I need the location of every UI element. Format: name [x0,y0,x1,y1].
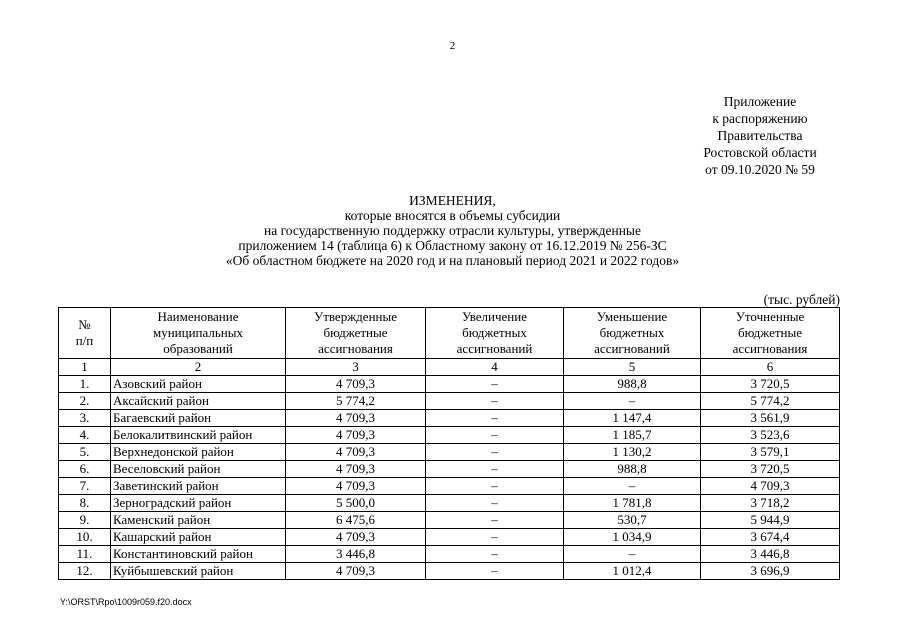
appendix-line: Правительства [717,128,803,143]
revised-amount: 5 774,2 [701,393,840,410]
revised-amount: 3 720,5 [701,376,840,393]
column-index-cell: 4 [426,359,564,376]
appendix-line: к распоряжению [712,111,808,126]
column-header-line: ассигнования [318,341,393,356]
column-header [286,308,426,359]
increase-amount: – [426,495,564,512]
approved-amount: 6 475,6 [286,512,426,529]
revised-amount: 3 523,6 [701,427,840,444]
table-header-row [59,308,840,359]
decrease-amount: – [564,478,701,495]
column-header-line: бюджетные [737,325,802,340]
row-number: 6. [59,461,111,478]
table-row [59,495,840,512]
title-line: которые вносятся в объемы субсидии [344,208,561,223]
column-header [111,308,286,359]
table-row [59,444,840,461]
table-row [59,546,840,563]
revised-amount: 3 674,4 [701,529,840,546]
municipality-name: Азовский район [111,376,286,393]
row-number: 5. [59,444,111,461]
units-label: (тыс. рублей) [763,292,840,307]
column-header-line: п/п [75,333,94,348]
approved-amount: 5 500,0 [286,495,426,512]
appendix-block [660,93,860,178]
approved-amount: 4 709,3 [286,461,426,478]
table-row [59,376,840,393]
row-number: 12. [59,563,111,580]
revised-amount: 3 579,1 [701,444,840,461]
title-line: на государственную поддержку отрасли культуры, утвержденные [264,223,641,238]
revised-amount: 3 446,8 [701,546,840,563]
row-number: 7. [59,478,111,495]
approved-amount: 5 774,2 [286,393,426,410]
approved-amount: 4 709,3 [286,563,426,580]
table-row [59,529,840,546]
approved-amount: 4 709,3 [286,444,426,461]
approved-amount: 4 709,3 [286,478,426,495]
municipality-name: Верхнедонской район [111,444,286,461]
municipality-name: Куйбышевский район [111,563,286,580]
revised-amount: 4 709,3 [701,478,840,495]
table-row [59,478,840,495]
column-index-cell: 2 [111,359,286,376]
municipality-name: Белокалитвинский район [111,427,286,444]
appendix-line: Ростовской области [703,145,817,160]
column-header-line: муниципальных [152,325,243,340]
approved-amount: 4 709,3 [286,410,426,427]
table-body [59,359,840,580]
increase-amount: – [426,444,564,461]
title-line: ИЗМЕНЕНИЯ, [409,193,496,208]
decrease-amount: 530,7 [564,512,701,529]
column-header-line: бюджетных [599,325,665,340]
column-index-cell: 3 [286,359,426,376]
municipality-name: Аксайский район [111,393,286,410]
approved-amount: 3 446,8 [286,546,426,563]
decrease-amount: 1 781,8 [564,495,701,512]
page-number: 2 [449,40,456,52]
increase-amount: – [426,376,564,393]
decrease-amount: 988,8 [564,461,701,478]
decrease-amount: 1 185,7 [564,427,701,444]
revised-amount: 3 561,9 [701,410,840,427]
column-header [426,308,564,359]
approved-amount: 4 709,3 [286,376,426,393]
increase-amount: – [426,529,564,546]
decrease-amount: 988,8 [564,376,701,393]
appendix-line: Приложение [723,94,797,109]
column-header-line: бюджетных [462,325,527,340]
municipality-name: Багаевский район [111,410,286,427]
column-header-line: бюджетные [323,325,388,340]
column-index-cell: 5 [564,359,701,376]
column-index-cell: 1 [59,359,111,376]
table-row [59,393,840,410]
column-header-line: Увеличение [461,309,527,324]
municipality-name: Константиновский район [111,546,286,563]
row-number: 11. [59,546,111,563]
revised-amount: 3 696,9 [701,563,840,580]
increase-amount: – [426,563,564,580]
municipality-name: Кашарский район [111,529,286,546]
appendix-line: от 09.10.2020 № 59 [705,162,815,177]
increase-amount: – [426,393,564,410]
column-index-cell: 6 [701,359,840,376]
municipality-name: Зерноградский район [111,495,286,512]
column-header [59,308,111,359]
table-row [59,461,840,478]
table-row [59,427,840,444]
document-title [0,193,905,268]
row-number: 2. [59,393,111,410]
revised-amount: 5 944,9 [701,512,840,529]
decrease-amount: 1 012,4 [564,563,701,580]
column-index-row [59,359,840,376]
column-header-line: Наименование [157,309,239,324]
column-header-line: Уменьшение [596,309,668,324]
column-header-line: Уточненные [735,309,805,324]
table-row [59,410,840,427]
column-header-line: ассигнований [594,341,670,356]
column-header-line: образований [163,341,233,356]
table-row [59,563,840,580]
row-number: 1. [59,376,111,393]
increase-amount: – [426,410,564,427]
municipality-name: Каменский район [111,512,286,529]
row-number: 9. [59,512,111,529]
increase-amount: – [426,461,564,478]
row-number: 8. [59,495,111,512]
increase-amount: – [426,427,564,444]
column-header [564,308,701,359]
decrease-amount: 1 034,9 [564,529,701,546]
decrease-amount: – [564,393,701,410]
title-line: приложением 14 (таблица 6) к Областному закону от 16.12.2019 № 256-ЗС [238,238,667,253]
column-header-line: № [78,317,91,332]
budget-table [58,307,840,580]
column-header-line: ассигнований [456,341,533,356]
increase-amount: – [426,478,564,495]
column-header [701,308,840,359]
row-number: 10. [59,529,111,546]
file-path-footer: Y:\ORST\Rpo\1009r059.f20.docx [60,597,192,607]
row-number: 3. [59,410,111,427]
table-row [59,512,840,529]
increase-amount: – [426,512,564,529]
decrease-amount: 1 130,2 [564,444,701,461]
increase-amount: – [426,546,564,563]
approved-amount: 4 709,3 [286,529,426,546]
decrease-amount: 1 147,4 [564,410,701,427]
row-number: 4. [59,427,111,444]
approved-amount: 4 709,3 [286,427,426,444]
municipality-name: Заветинский район [111,478,286,495]
revised-amount: 3 718,2 [701,495,840,512]
title-line: «Об областном бюджете на 2020 год и на плановый период 2021 и 2022 годов» [225,253,680,268]
column-header-line: ассигнования [732,341,808,356]
column-header-line: Утвержденные [313,309,397,324]
revised-amount: 3 720,5 [701,461,840,478]
decrease-amount: – [564,546,701,563]
municipality-name: Веселовский район [111,461,286,478]
